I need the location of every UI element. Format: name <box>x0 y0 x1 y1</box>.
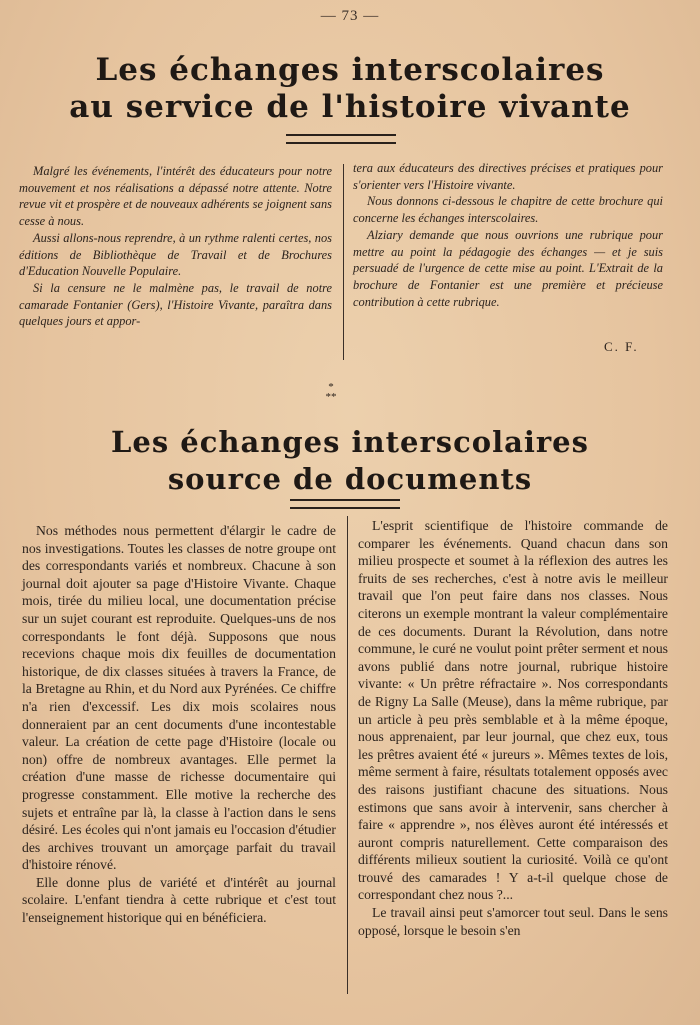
article2-right-paragraph: Le travail ainsi peut s'amorcer tout seul. Dans le sens opposé, lorsque le besoin s'en <box>358 905 668 938</box>
article2-title-line2: source de documents <box>167 462 533 496</box>
article1-left-paragraph: Si la censure ne le malmène pas, le travail de notre camarade Fontanier (Gers), l'Histoire Vivante, paraîtra dans quelques jours et appor- <box>19 280 332 329</box>
article2-left-paragraph: Elle donne plus de variété et d'intérêt au journal scolaire. L'enfant tiendra à cette rubrique et c'est tout l'enseignement historique qui en bénéficiera. <box>22 874 336 926</box>
article1-right-paragraph: Nous donnons ci-dessous le chapitre de cette brochure qui concerne les échanges interscolaires. <box>353 194 663 226</box>
asterism-bottom: ** <box>325 391 337 403</box>
article1-left-column <box>19 163 332 330</box>
article2-right-paragraph: L'esprit scientifique de l'histoire commande de comparer les événements. Quand chacun dans son milieu prospecte et soumet à la réflexion des autres les fruits de ses recherches, c'est à notre avis le meilleur travail que l'on peut faire dans nos classes. Nous citerons un exemple montrant la valeur complémentaire de ces documents. Durant la Révolution, dans notre commune, le curé ne voulut point prêter serment et nous avons publié dans notre journal, rubrique histoire vivante: « Un prêtre réfractaire ». Nos correspondants de Rigny La Salle (Meuse), dans la même rubrique, par un article à peu près semblable et à la même époque, nous apprenaient, par leur journal, que chez eux, tous les prêtres avaient été « jureurs ». Mêmes textes de lois, même serment à faire, résultats totalement opposés avec des raisons justifiant chacune des situations. Nous estimons que sans avoir à intervenir, sans chercher à faire « apprendre », nos élèves auront été intéressés et auront compris naturellement. Cette comparaison des différents milieux soutient la curiosité. Voilà ce qu'ont trouvé des camarades ! Y a-t-il quelque chose de correspondant chez nous ?... <box>358 518 668 903</box>
asterism-top: * <box>328 381 334 393</box>
article2-left-paragraph: Nos méthodes nous permettent d'élargir le cadre de nos investigations. Toutes les classes de notre groupe ont des correspondants variés et nombreux. Chacune à son journal doit ajouter sa page d'Histoire Vivante. Chaque mois, tirée du milieu local, une documentation précise sur un sujet courant est reproduite. Quelques-uns de nos correspondants le font déjà. Supposons que nous recevions chaque mois dix feuilles de documentation historique, de dix classes situées à travers la France, de la Bretagne au Rhin, et du Nord aux Pyrénées. Ce chiffre n'a rien d'excessif. Les dix mois scolaires nous donneraient par an cent documents d'une incontestable valeur. La création de cette page d'Histoire (locale ou non) offre de nombreux avantages. Elle permet la création d'une masse de richesse documentaire qui progresse constamment. Elle motive la recherche des sujets et entraîne par là, la classe à l'action dans le sens désiré. Les écoles qui n'ont jamais eu l'occasion d'étudier des archives trouvant un amorçage parfait du travail d'histoire rénové. <box>22 523 336 873</box>
column-divider <box>347 516 348 994</box>
column-divider <box>343 164 344 360</box>
article1-left-paragraph: Aussi allons-nous reprendre, à un rythme ralenti certes, nos éditions de Bibliothèque de Travail et de Brochures d'Education Nouvelle Populaire. <box>19 230 332 279</box>
article1-right-column <box>353 160 663 310</box>
title-underline-rule <box>290 499 400 509</box>
title-underline-rule <box>286 134 396 144</box>
article2-right-column <box>358 517 668 939</box>
article1-right-paragraph: tera aux éducateurs des directives précises et pratiques pour s'orienter vers l'Histoire vivante. <box>353 161 663 192</box>
article1-title-line2: au service de l'histoire vivante <box>69 89 631 125</box>
article1-signature: C. F. <box>604 339 639 354</box>
article1-left-paragraph: Malgré les événements, l'intérêt des éducateurs pour notre mouvement et nos réalisations a dépassé notre attente. Notre revue vit et prospère et de nouveaux adhérents se joignent sans cesse à nous. <box>19 164 332 229</box>
article2-title-line1: Les échanges interscolaires <box>111 425 589 459</box>
page-number: — 73 — <box>320 8 380 24</box>
article2-left-column <box>22 522 336 927</box>
article1-right-paragraph: Alziary demande que nous ouvrions une rubrique pour mettre au point la pédagogie des échanges — et je suis persuadé de l'urgence de cette mise au point. L'Extrait de la brochure de Fontanier est une première et précieuse contribution à cette rubrique. <box>353 227 663 309</box>
article2-title <box>20 424 680 498</box>
article1-title <box>20 52 680 126</box>
article1-title-line1: Les échanges interscolaires <box>95 52 605 88</box>
asterism-separator <box>316 382 346 402</box>
